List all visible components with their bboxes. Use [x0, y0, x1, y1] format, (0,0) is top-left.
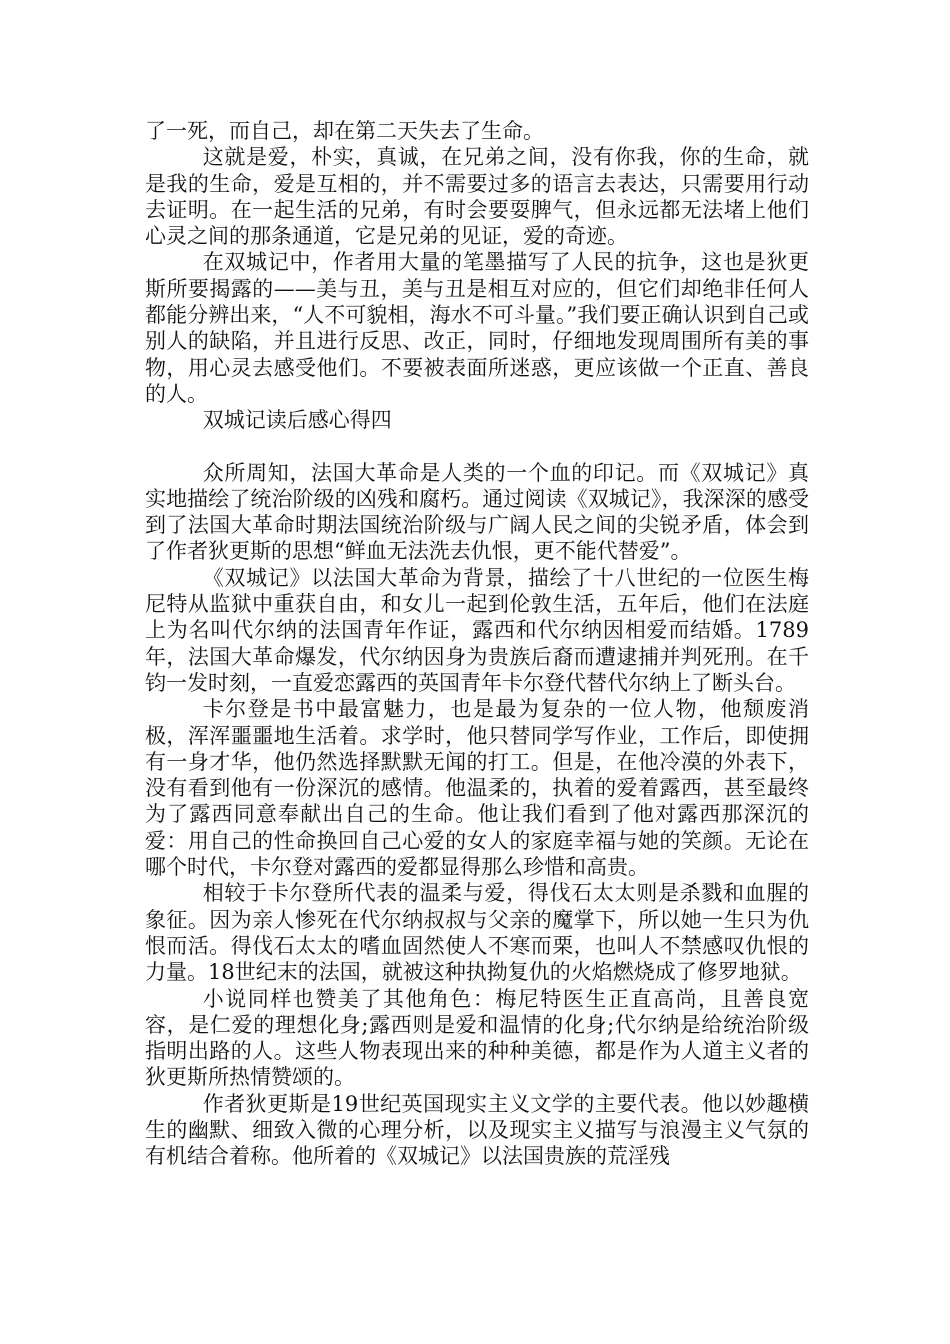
document-body	[145, 118, 809, 1170]
paragraph: 《双城记》以法国大革命为背景，描绘了十八世纪的一位医生梅尼特从监狱中重获自由，和女儿一起到伦敦生活，五年后，他们在法庭上为名叫代尔纳的法国青年作证，露西和代尔纳因相爱而结婚。1789年，法国大革命爆发，代尔纳因身为贵族后裔而遭逮捕并判死刑。在千钧一发时刻，一直爱恋露西的英国青年卡尔登代替代尔纳上了断头台。	[145, 565, 809, 695]
section-title: 双城记读后感心得四	[202, 408, 392, 433]
paragraph: 众所周知，法国大革命是人类的一个血的印记。而《双城记》真实地描绘了统治阶级的凶残和腐朽。通过阅读《双城记》，我深深的感受到了法国大革命时期法国统治阶级与广阔人民之间的尖锐矛盾，体会到了作者狄更斯的思想“鲜血无法洗去仇恨，更不能代替爱”。	[145, 460, 809, 564]
paragraph: 作者狄更斯是19世纪英国现实主义文学的主要代表。他以妙趣横生的幽默、细致入微的心理分析，以及现实主义描写与浪漫主义气氛的有机结合着称。他所着的《双城记》以法国贵族的荒淫残	[145, 1091, 809, 1169]
paragraph: 卡尔登是书中最富魅力，也是最为复杂的一位人物，他颓废消极，浑浑噩噩地生活着。求学时，他只替同学写作业，工作后，即使拥有一身才华，他仍然选择默默无闻的打工。但是，在他冷漠的外表下，没有看到他有一份深沉的感情。他温柔的，执着的爱着露西，甚至最终为了露西同意奉献出自己的生命。他让我们看到了他对露西那深沉的爱：用自己的性命换回自己心爱的女人的家庭幸福与她的笑颜。无论在哪个时代，卡尔登对露西的爱都显得那么珍惜和高贵。	[145, 697, 809, 880]
paragraph: 小说同样也赞美了其他角色：梅尼特医生正直高尚，且善良宽容，是仁爱的理想化身;露西则是爱和温情的化身;代尔纳是给统治阶级指明出路的人。这些人物表现出来的种种美德，都是作为人道主义者的狄更斯所热情赞颂的。	[145, 986, 809, 1090]
paragraph: 相较于卡尔登所代表的温柔与爱，得伐石太太则是杀戮和血腥的象征。因为亲人惨死在代尔纳叔叔与父亲的魔掌下，所以她一生只为仇恨而活。得伐石太太的嗜血固然使人不寒而栗，也叫人不禁感叹仇恨的力量。18世纪末的法国，就被这种执拗复仇的火焰燃烧成了修罗地狱。	[145, 881, 809, 985]
paragraph: 这就是爱，朴实，真诚，在兄弟之间，没有你我，你的生命，就是我的生命，爱是互相的，并不需要过多的语言去表达，只需要用行动去证明。在一起生活的兄弟，有时会要耍脾气，但永远都无法堵上他们心灵之间的那条通道，它是兄弟的见证，爱的奇迹。	[145, 145, 809, 249]
paragraph: 在双城记中，作者用大量的笔墨描写了人民的抗争，这也是狄更斯所要揭露的——美与丑，美与丑是相互对应的，但它们却绝非任何人都能分辨出来，“人不可貌相，海水不可斗量。”我们要正确认识到自己或别人的缺陷，并且进行反思、改正，同时，仔细地发现周围所有美的事物，用心灵去感受他们。不要被表面所迷惑，更应该做一个正直、善良的人。	[145, 250, 809, 406]
paragraph: 了一死，而自己，却在第二天失去了生命。	[145, 119, 544, 143]
blank-line	[145, 434, 809, 460]
